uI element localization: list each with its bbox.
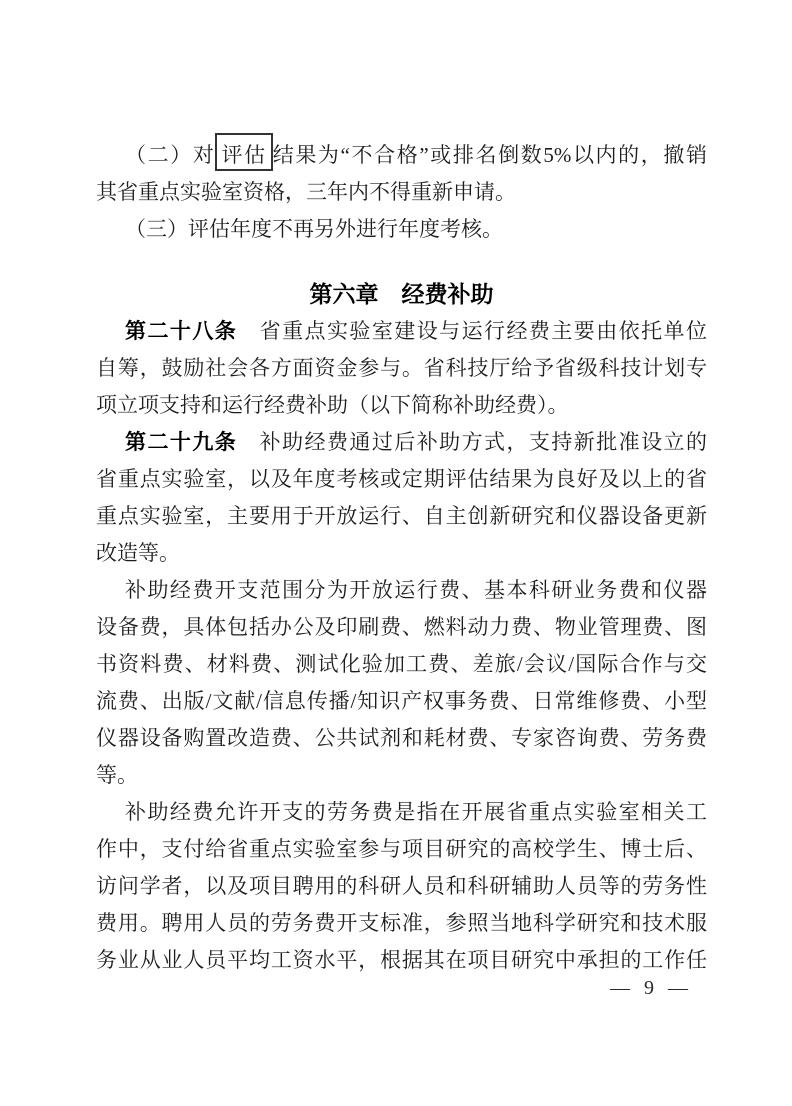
text-line: 项立项支持和运行经费补助（以下简称补助经费）。 <box>96 393 569 417</box>
text-line: 其省重点实验室资格，三年内不得重新申请。 <box>96 180 516 204</box>
paragraph-article-29 <box>96 424 707 572</box>
text-line: 书资料费、材料费、测试化验加工费、差旅/会议/国际合作与交 <box>96 652 707 676</box>
text-line: 补助经费开支范围分为开放运行费、基本科研业务费和仪器 <box>125 578 707 602</box>
page-content <box>96 137 707 979</box>
text-line <box>96 313 707 350</box>
paragraph-expense-scope <box>96 572 707 794</box>
text-line <box>96 424 707 461</box>
paragraph-article-28 <box>96 313 707 424</box>
page-number: — 9 — <box>610 977 688 999</box>
clause-text-post: 结果为“不合格”或排名倒数5%以内的，撤销 <box>272 143 708 167</box>
chapter-heading: 第六章 经费补助 <box>309 281 494 307</box>
text-line: 流费、出版/文献/信息传播/知识产权事务费、日常维修费、小型 <box>96 689 707 713</box>
paragraph-clause-3 <box>96 211 707 248</box>
text-line: 务业从业人员平均工资水平，根据其在项目研究中承担的工作任 <box>96 948 707 972</box>
text-line: （三）评估年度不再另外进行年度考核。 <box>125 217 503 241</box>
article-29-label: 第二十九条 <box>125 431 238 454</box>
article-29-text: 补助经费通过后补助方式，支持新批准设立的 <box>237 430 708 454</box>
text-line: 设备费，具体包括办公及印刷费、燃料动力费、物业管理费、图 <box>96 615 707 639</box>
text-line: 等。 <box>96 763 138 787</box>
paragraph-labor-fee <box>96 794 707 979</box>
text-line: 省重点实验室，以及年度考核或定期评估结果为良好及以上的省 <box>96 467 707 491</box>
text-line: 作中，支付给省重点实验室参与项目研究的高校学生、博士后、 <box>96 837 707 861</box>
text-line: 费用。聘用人员的劳务费开支标准，参照当地科学研究和技术服 <box>96 911 707 935</box>
text-line: 自筹，鼓励社会各方面资金参与。省科技厅给予省级科技计划专 <box>96 356 707 380</box>
text-line: 仪器设备购置改造费、公共试剂和耗材费、专家咨询费、劳务费 <box>96 726 707 750</box>
paragraph-clause-2 <box>96 137 707 211</box>
article-28-label: 第二十八条 <box>125 320 238 343</box>
article-28-text: 省重点实验室建设与运行经费主要由依托单位 <box>237 319 708 343</box>
clause-text-pre: （二）对 <box>125 143 216 167</box>
text-line: 重点实验室，主要用于开放运行、自主创新研究和仪器设备更新 <box>96 504 707 528</box>
cursor-box: 评估 <box>215 133 272 171</box>
text-line: 补助经费允许开支的劳务费是指在开展省重点实验室相关工 <box>125 800 707 824</box>
text-line: 访问学者，以及项目聘用的科研人员和科研辅助人员等的劳务性 <box>96 874 707 898</box>
text-line: 改造等。 <box>96 541 180 565</box>
text-line <box>96 137 707 174</box>
